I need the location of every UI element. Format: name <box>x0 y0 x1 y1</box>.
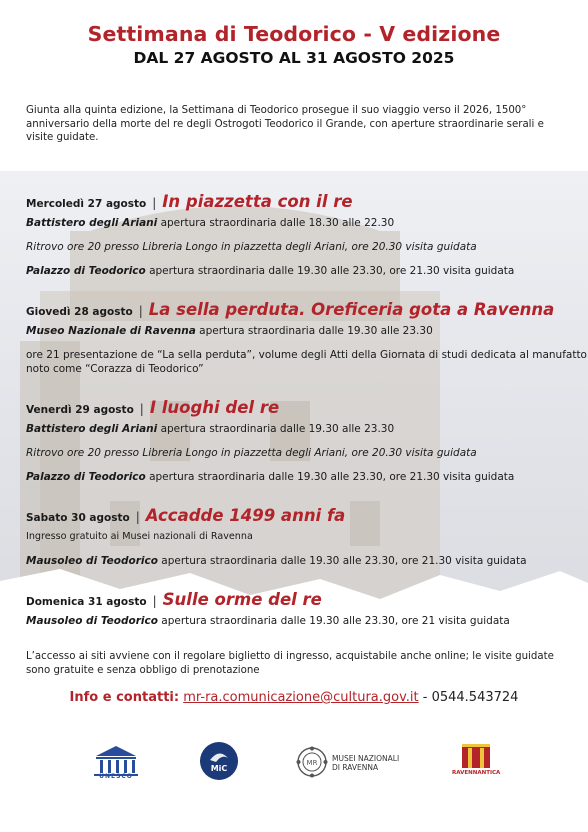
access-note: L’accesso ai siti avviene con il regolare biglietto di ingresso, acquistabile anche online; le visite guidate sono gratuite e senza obbligo di prenotazione <box>26 651 554 676</box>
mic-text: MiC <box>210 764 228 773</box>
event-row <box>26 264 586 278</box>
separator: | <box>139 402 144 416</box>
svg-text:MR: MR <box>306 759 318 767</box>
mic-logo <box>200 742 238 780</box>
intro-paragraph: Giunta alla quinta edizione, la Settimana di Teodorico prosegue il suo viaggio verso il 2026, 1500° anniversario della morte del re degli Ostrogoti Teodorico il Grande, con aperture straordinarie serali e visite guidate. <box>26 105 544 144</box>
event-details: apertura straordinaria dalle 19.30 alle 23.30, ore 21.30 visita guidata <box>145 265 515 277</box>
event-details: apertura straordinaria dalle 19.30 alle 23.30, ore 21 visita guidata <box>157 615 510 627</box>
header <box>0 0 588 69</box>
day-date: Venerdì 29 agosto <box>26 404 134 416</box>
unesco-logo <box>92 744 140 788</box>
day-header <box>26 192 586 216</box>
day-date: Domenica 31 agosto <box>26 596 147 608</box>
ravennantica-logo <box>452 742 500 786</box>
venue-name: Palazzo di Teodorico <box>26 265 146 277</box>
separator: | <box>138 304 143 318</box>
contacts-label: Info e contatti: <box>69 690 180 705</box>
day-header <box>26 300 586 324</box>
event-row <box>26 554 586 568</box>
separator: | <box>152 594 157 608</box>
event-row <box>26 324 586 338</box>
contacts-line <box>0 690 588 705</box>
event-details: apertura straordinaria dalle 19.30 alle 23.30, ore 21.30 visita guidata <box>145 471 515 483</box>
unesco-text: UNESCO <box>99 773 133 780</box>
event-row <box>26 422 586 436</box>
event-details: apertura straordinaria dalle 19.30 alle 23.30 <box>157 423 395 435</box>
musei-text <box>332 754 406 772</box>
event-row: Ingresso gratuito ai Musei nazionali di Ravenna <box>26 531 253 542</box>
event-row <box>26 470 586 484</box>
event-details: apertura straordinaria dalle 19.30 alle 23.30, ore 21.30 visita guidata <box>157 555 527 567</box>
event-row: Ritrovo ore 20 presso Libreria Longo in piazzetta degli Ariani, ore 20.30 visita guidata <box>26 241 477 253</box>
date-range: DAL 27 AGOSTO AL 31 AGOSTO 2025 <box>133 49 455 67</box>
events-list <box>26 192 586 628</box>
separator: | <box>135 510 140 524</box>
day-theme: In piazzetta con il re <box>162 192 353 211</box>
event-details: apertura straordinaria dalle 19.30 alle 23.30 <box>195 325 433 337</box>
event-row: ore 21 presentazione de “La sella perduta”, volume degli Atti della Giornata di studi dedicata al manufatto noto come “Corazza di Teodorico” <box>26 349 587 375</box>
phone-number: - 0544.543724 <box>418 690 519 705</box>
day-theme: Sulle orme del re <box>162 590 322 609</box>
venue-name: Museo Nazionale di Ravenna <box>26 325 196 337</box>
venue-name: Mausoleo di Teodorico <box>26 555 158 567</box>
separator: | <box>152 196 157 210</box>
event-row <box>26 614 586 628</box>
day-theme: I luoghi del re <box>149 398 280 417</box>
event-row <box>26 216 586 230</box>
day-date: Mercoledì 27 agosto <box>26 198 147 210</box>
day-date: Sabato 30 agosto <box>26 512 130 524</box>
ravennantica-text: RAVENNANTICA <box>452 770 501 776</box>
event-details: apertura straordinaria dalle 18.30 alle 22.30 <box>157 217 395 229</box>
event-row: Ritrovo ore 20 presso Libreria Longo in piazzetta degli Ariani, ore 20.30 visita guidata <box>26 447 477 459</box>
venue-name: Battistero degli Ariani <box>26 217 158 229</box>
day-header <box>26 506 586 530</box>
mic-emblem-icon <box>200 742 238 780</box>
musei-line-2: DI RAVENNA <box>332 763 379 772</box>
page-title: Settimana di Teodorico - V edizione <box>87 22 501 46</box>
venue-name: Battistero degli Ariani <box>26 423 158 435</box>
musei-nazionali-logo <box>296 746 406 780</box>
day-header <box>26 398 586 422</box>
day-header <box>26 590 586 614</box>
day-date: Giovedì 28 agosto <box>26 306 133 318</box>
musei-line-1: MUSEI NAZIONALI <box>332 754 400 763</box>
day-theme: Accadde 1499 anni fa <box>145 506 346 525</box>
email-link[interactable]: mr-ra.comunicazione@cultura.gov.it <box>183 690 419 705</box>
musei-emblem-icon <box>296 746 328 778</box>
day-theme: La sella perduta. Oreficeria gota a Ravenna <box>148 300 555 319</box>
ravennantica-emblem-icon <box>452 742 500 772</box>
logos-bar <box>0 736 588 796</box>
venue-name: Mausoleo di Teodorico <box>26 615 158 627</box>
venue-name: Palazzo di Teodorico <box>26 471 146 483</box>
